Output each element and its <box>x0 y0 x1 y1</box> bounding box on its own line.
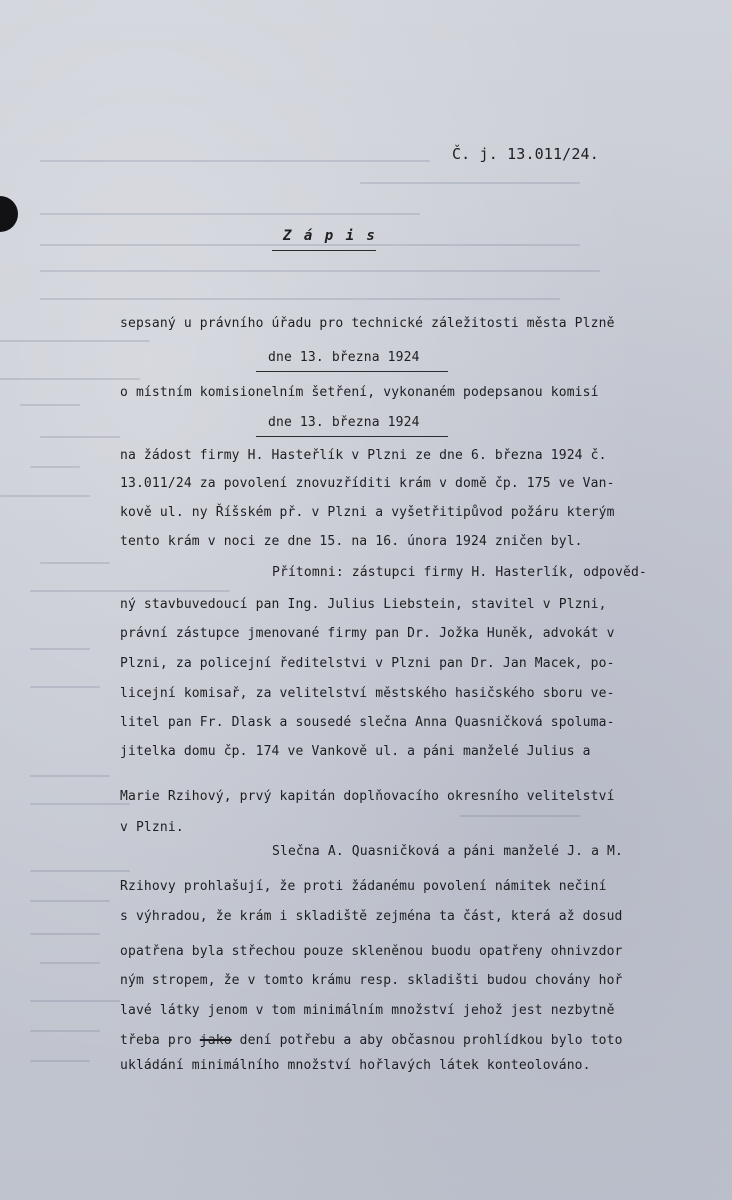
text-line-with-strikeout <box>120 1033 623 1049</box>
text-line: jitelka domu čp. 174 ve Vankově ul. a páni manželé Julius a <box>120 744 591 759</box>
text-line: Slečna A. Quasničková a páni manželé J. a M. <box>272 844 623 859</box>
text-line: právní zástupce jmenované firmy pan Dr. Jožka Huněk, advokát v <box>120 626 615 641</box>
text-line: Rzihovy prohlašují, že proti žádanému povolení námitek nečiní <box>120 879 607 894</box>
text-line: ným stropem, že v tomto krámu resp. skladišti budou chovány hoř <box>120 973 623 988</box>
text-line: o místním komisionelním šetření, vykonaném podepsanou komisí <box>120 385 599 400</box>
text-line: Marie Rzihový, prvý kapitán doplňovacího okresního velitelství <box>120 789 615 804</box>
text-line: na žádost firmy H. Hasteřlík v Plzni ze dne 6. března 1924 č. <box>120 448 607 463</box>
text-line: opatřena byla střechou pouze skleněnou buodu opatřeny ohnivzdor <box>120 944 623 959</box>
text-line: ukládání minimálního množství hořlavých látek konteolováno. <box>120 1058 591 1073</box>
text-line: s výhradou, že krám i skladiště zejména ta část, která až dosud <box>120 909 623 924</box>
text-line: sepsaný u právního úřadu pro technické záležitosti města Plzně <box>120 316 615 331</box>
date-line: dne 13. března 1924 <box>268 415 420 430</box>
document-title: Z á p i s <box>283 228 377 244</box>
title-underline <box>272 250 376 251</box>
text-line: Plzni, za policejní ředitelstvi v Plzni pan Dr. Jan Macek, po- <box>120 656 615 671</box>
text-line: kově ul. ny Říšském př. v Plzni a vyšetřitipůvod požáru kterým <box>120 505 615 520</box>
date-underline <box>256 436 448 437</box>
reference-number: Č. j. 13.011/24. <box>452 145 599 163</box>
text-line: 13.011/24 za povolení znovuzříditi krám v domě čp. 175 ve Van- <box>120 476 615 491</box>
binder-clip-mark <box>0 196 18 232</box>
date-underline <box>256 371 448 372</box>
text-line: v Plzni. <box>120 820 184 835</box>
text-line: lavé látky jenom v tom minimálním množství jehož jest nezbytně <box>120 1003 615 1018</box>
text-line: litel pan Fr. Dlask a sousedé slečna Anna Quasničková spoluma- <box>120 715 615 730</box>
text-line: Přítomni: zástupci firmy H. Hasterlík, odpověd- <box>272 565 647 580</box>
text-segment: třeba pro <box>120 1033 200 1048</box>
date-line: dne 13. března 1924 <box>268 350 420 365</box>
text-line: ný stavbuvedoucí pan Ing. Julius Liebstein, stavitel v Plzni, <box>120 597 607 612</box>
text-segment: dení potřebu a aby občasnou prohlídkou bylo toto <box>231 1033 623 1048</box>
text-line: licejní komisař, za velitelství městského hasičského sboru ve- <box>120 686 615 701</box>
text-line: tento krám v noci ze dne 15. na 16. února 1924 zničen byl. <box>120 534 583 549</box>
struck-out-word: jako <box>199 1033 232 1048</box>
